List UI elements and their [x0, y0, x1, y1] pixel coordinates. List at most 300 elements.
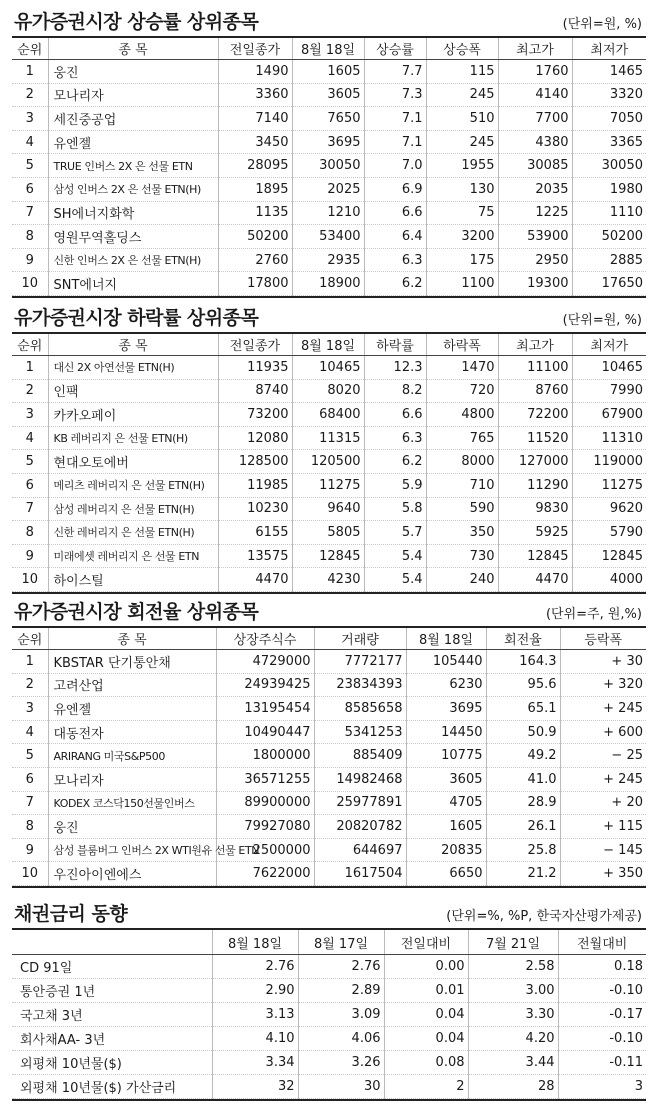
cell-value: 1800000	[216, 744, 314, 768]
cell-value: 1955	[426, 154, 498, 178]
cell-value: 65.1	[486, 697, 560, 721]
cell-value: 3360	[218, 83, 292, 107]
rate-value: -0.10	[558, 1027, 646, 1051]
column-header: 상승률	[364, 38, 426, 60]
cell-value: 89900000	[216, 791, 314, 815]
rate-name: 회사채AA- 3년	[12, 1027, 212, 1051]
cell-value: 765	[426, 426, 498, 450]
table-row	[12, 1075, 646, 1099]
cell-value: 30085	[498, 154, 572, 178]
section-title: 채권금리 동향	[14, 903, 128, 925]
cell-value: 23834393	[314, 673, 406, 697]
rate-value: 2.58	[468, 955, 558, 979]
table-row	[12, 225, 646, 249]
cell-value: 10775	[406, 744, 486, 768]
stock-name: 웅진	[48, 815, 216, 839]
cell-value: 68400	[292, 403, 364, 427]
cell-value: 3695	[406, 697, 486, 721]
cell-value: 3695	[292, 130, 364, 154]
cell-value: 14450	[406, 720, 486, 744]
cell-value: 11935	[218, 356, 292, 380]
cell-value: 128500	[218, 450, 292, 474]
cell-value: 9640	[292, 497, 364, 521]
cell-value: 5.4	[364, 544, 426, 568]
cell-value: 4230	[292, 568, 364, 592]
rate-value: 30	[298, 1075, 384, 1099]
cell-value: 20835	[406, 838, 486, 862]
cell-value: 12845	[498, 544, 572, 568]
column-header: 상장주식수	[216, 628, 314, 650]
table-row	[12, 177, 646, 201]
stock-name: 고려산업	[48, 673, 216, 697]
cell-value: 1100	[426, 272, 498, 296]
column-header: 등락폭	[560, 628, 646, 650]
stock-name: 삼성 인버스 2X 은 선물 ETN(H)	[48, 177, 218, 201]
cell-value: 175	[426, 248, 498, 272]
rate-value: 3.09	[298, 1003, 384, 1027]
rank: 2	[12, 83, 48, 107]
cell-value: + 320	[560, 673, 646, 697]
rank: 4	[12, 720, 48, 744]
rank: 9	[12, 544, 48, 568]
cell-value: 245	[426, 83, 498, 107]
rank: 3	[12, 403, 48, 427]
stock-name: 세진중공업	[48, 107, 218, 131]
rate-value: 0.01	[384, 979, 468, 1003]
rate-value: 0.00	[384, 955, 468, 979]
column-header: 순위	[12, 628, 48, 650]
table-row	[12, 720, 646, 744]
cell-value: 28.9	[486, 791, 560, 815]
stock-name: KBSTAR 단기통안채	[48, 650, 216, 674]
cell-value: 1470	[426, 356, 498, 380]
stock-name: 웅진	[48, 60, 218, 84]
cell-value: 41.0	[486, 767, 560, 791]
cell-value: 17650	[572, 272, 646, 296]
cell-value: 11310	[572, 426, 646, 450]
cell-value: 8020	[292, 379, 364, 403]
cell-value: 8.2	[364, 379, 426, 403]
column-header	[12, 930, 212, 955]
table-row	[12, 497, 646, 521]
column-header: 회전율	[486, 628, 560, 650]
bond-rates-section	[12, 898, 646, 1101]
cell-value: 67900	[572, 403, 646, 427]
rank: 8	[12, 815, 48, 839]
column-header: 순위	[12, 38, 48, 60]
cell-value: 8585658	[314, 697, 406, 721]
table-row	[12, 1051, 646, 1075]
cell-value: 1760	[498, 60, 572, 84]
cell-value: 6.2	[364, 450, 426, 474]
cell-value: 20820782	[314, 815, 406, 839]
column-header: 최고가	[498, 334, 572, 356]
cell-value: 885409	[314, 744, 406, 768]
cell-value: 7050	[572, 107, 646, 131]
column-header: 최고가	[498, 38, 572, 60]
rate-value: 0.08	[384, 1051, 468, 1075]
cell-value: 3365	[572, 130, 646, 154]
rate-value: 4.06	[298, 1027, 384, 1051]
rate-value: 3.00	[468, 979, 558, 1003]
cell-value: 105440	[406, 650, 486, 674]
cell-value: 730	[426, 544, 498, 568]
rank: 1	[12, 650, 48, 674]
column-header: 전월대비	[558, 930, 646, 955]
column-header: 최저가	[572, 38, 646, 60]
stock-name: SH에너지화학	[48, 201, 218, 225]
cell-value: 11275	[572, 473, 646, 497]
table-row	[12, 673, 646, 697]
stock-name: KB 레버리지 은 선물 ETN(H)	[48, 426, 218, 450]
rate-name: 통안증권 1년	[12, 979, 212, 1003]
cell-value: 1465	[572, 60, 646, 84]
cell-value: 11275	[292, 473, 364, 497]
stock-name: 삼성 블룸버그 인버스 2X WTI원유 선물 ETN	[48, 838, 216, 862]
rank: 9	[12, 838, 48, 862]
column-header: 종 목	[48, 628, 216, 650]
cell-value: 6650	[406, 862, 486, 886]
cell-value: 720	[426, 379, 498, 403]
rank: 1	[12, 356, 48, 380]
rank: 10	[12, 272, 48, 296]
stock-name: SNT에너지	[48, 272, 218, 296]
cell-value: 1110	[572, 201, 646, 225]
cell-value: 11315	[292, 426, 364, 450]
cell-value: 710	[426, 473, 498, 497]
cell-value: 8740	[218, 379, 292, 403]
cell-value: 30050	[572, 154, 646, 178]
cell-value: 79927080	[216, 815, 314, 839]
cell-value: 115	[426, 60, 498, 84]
cell-value: 6.3	[364, 248, 426, 272]
cell-value: 1605	[292, 60, 364, 84]
rank: 7	[12, 497, 48, 521]
table-row	[12, 838, 646, 862]
rank: 8	[12, 521, 48, 545]
rank: 6	[12, 473, 48, 497]
rank: 6	[12, 177, 48, 201]
cell-value: 3450	[218, 130, 292, 154]
stock-name: 메리츠 레버리지 은 선물 ETN(H)	[48, 473, 218, 497]
rate-name: 국고채 3년	[12, 1003, 212, 1027]
cell-value: 53400	[292, 225, 364, 249]
rate-value: 2	[384, 1075, 468, 1099]
column-header: 전일종가	[218, 38, 292, 60]
rank: 4	[12, 130, 48, 154]
cell-value: 4470	[218, 568, 292, 592]
table-row	[12, 862, 646, 886]
table-row	[12, 130, 646, 154]
table-row	[12, 650, 646, 674]
cell-value: 2885	[572, 248, 646, 272]
stock-name: 우진아이엔에스	[48, 862, 216, 886]
cell-value: 127000	[498, 450, 572, 474]
stock-name: 삼성 레버리지 은 선물 ETN(H)	[48, 497, 218, 521]
table-row	[12, 697, 646, 721]
cell-value: 4380	[498, 130, 572, 154]
cell-value: 50200	[572, 225, 646, 249]
cell-value: 72200	[498, 403, 572, 427]
cell-value: 5925	[498, 521, 572, 545]
cell-value: 8760	[498, 379, 572, 403]
table-row	[12, 1027, 646, 1051]
column-header: 상승폭	[426, 38, 498, 60]
rank: 7	[12, 201, 48, 225]
cell-value: 4705	[406, 791, 486, 815]
table-row	[12, 767, 646, 791]
cell-value: 30050	[292, 154, 364, 178]
unit-label: (단위=원, %)	[562, 17, 642, 32]
cell-value: 50.9	[486, 720, 560, 744]
cell-value: 1980	[572, 177, 646, 201]
cell-value: 7700	[498, 107, 572, 131]
table-row	[12, 544, 646, 568]
column-header: 순위	[12, 334, 48, 356]
cell-value: 240	[426, 568, 498, 592]
cell-value: 1210	[292, 201, 364, 225]
cell-value: 5.7	[364, 521, 426, 545]
cell-value: 11520	[498, 426, 572, 450]
table-row	[12, 60, 646, 84]
table-row	[12, 154, 646, 178]
column-header: 8월 18일	[406, 628, 486, 650]
cell-value: 245	[426, 130, 498, 154]
rate-value: -0.11	[558, 1051, 646, 1075]
cell-value: 10490447	[216, 720, 314, 744]
column-header: 하락률	[364, 334, 426, 356]
stock-name: 모나리자	[48, 767, 216, 791]
cell-value: 8000	[426, 450, 498, 474]
table-row	[12, 791, 646, 815]
cell-value: 2935	[292, 248, 364, 272]
cell-value: 6.2	[364, 272, 426, 296]
stock-name: TRUE 인버스 2X 은 선물 ETN	[48, 154, 218, 178]
gainers-section	[12, 6, 646, 298]
cell-value: 3605	[292, 83, 364, 107]
rate-value: 2.76	[298, 955, 384, 979]
cell-value: 25.8	[486, 838, 560, 862]
cell-value: 11290	[498, 473, 572, 497]
rank: 5	[12, 450, 48, 474]
stock-name: 카카오페이	[48, 403, 218, 427]
rate-value: 4.20	[468, 1027, 558, 1051]
rank: 3	[12, 107, 48, 131]
section-title: 유가증권시장 상승률 상위종목	[14, 11, 259, 33]
cell-value: − 145	[560, 838, 646, 862]
cell-value: 50200	[218, 225, 292, 249]
stock-name: KODEX 코스닥150선물인버스	[48, 791, 216, 815]
stock-name: 대신 2X 아연선물 ETN(H)	[48, 356, 218, 380]
rank: 2	[12, 379, 48, 403]
rate-value: 3.13	[212, 1003, 298, 1027]
cell-value: 10230	[218, 497, 292, 521]
cell-value: 6.4	[364, 225, 426, 249]
table-row	[12, 107, 646, 131]
cell-value: 1895	[218, 177, 292, 201]
column-header: 종 목	[48, 38, 218, 60]
cell-value: 5.8	[364, 497, 426, 521]
cell-value: 2500000	[216, 838, 314, 862]
table-row	[12, 272, 646, 296]
cell-value: + 350	[560, 862, 646, 886]
cell-value: 12845	[572, 544, 646, 568]
unit-label: (단위=주, 원,%)	[545, 607, 642, 622]
column-header: 종 목	[48, 334, 218, 356]
stock-name: 미래에셋 레버리지 은 선물 ETN	[48, 544, 218, 568]
rate-value: 0.18	[558, 955, 646, 979]
table-row	[12, 744, 646, 768]
cell-value: 11985	[218, 473, 292, 497]
cell-value: 7622000	[216, 862, 314, 886]
cell-value: 4140	[498, 83, 572, 107]
rate-value: 2.76	[212, 955, 298, 979]
cell-value: 164.3	[486, 650, 560, 674]
rank: 10	[12, 862, 48, 886]
cell-value: + 115	[560, 815, 646, 839]
column-header: 8월 18일	[292, 334, 364, 356]
cell-value: 5790	[572, 521, 646, 545]
cell-value: 7.0	[364, 154, 426, 178]
cell-value: + 245	[560, 697, 646, 721]
column-header: 8월 17일	[298, 930, 384, 955]
cell-value: 130	[426, 177, 498, 201]
cell-value: 5805	[292, 521, 364, 545]
rank: 9	[12, 248, 48, 272]
table-row	[12, 979, 646, 1003]
cell-value: 3320	[572, 83, 646, 107]
cell-value: + 30	[560, 650, 646, 674]
cell-value: 49.2	[486, 744, 560, 768]
rate-value: 4.10	[212, 1027, 298, 1051]
cell-value: 73200	[218, 403, 292, 427]
table-row	[12, 473, 646, 497]
rate-value: -0.17	[558, 1003, 646, 1027]
cell-value: 1490	[218, 60, 292, 84]
cell-value: 12.3	[364, 356, 426, 380]
rate-value: 2.90	[212, 979, 298, 1003]
cell-value: 18900	[292, 272, 364, 296]
cell-value: 14982468	[314, 767, 406, 791]
gainers-table	[12, 38, 646, 296]
stock-name: 모나리자	[48, 83, 218, 107]
cell-value: 4800	[426, 403, 498, 427]
stock-name: ARIRANG 미국S&P500	[48, 744, 216, 768]
bond-rates-table	[12, 930, 646, 1099]
table-row	[12, 1003, 646, 1027]
cell-value: 7140	[218, 107, 292, 131]
cell-value: 350	[426, 521, 498, 545]
rank: 6	[12, 767, 48, 791]
cell-value: 1605	[406, 815, 486, 839]
rank: 1	[12, 60, 48, 84]
cell-value: 644697	[314, 838, 406, 862]
rate-value: 32	[212, 1075, 298, 1099]
cell-value: 5.4	[364, 568, 426, 592]
stock-name: 신한 레버리지 은 선물 ETN(H)	[48, 521, 218, 545]
stock-name: 유엔젤	[48, 130, 218, 154]
cell-value: 2025	[292, 177, 364, 201]
table-row	[12, 426, 646, 450]
cell-value: 4729000	[216, 650, 314, 674]
column-header: 8월 18일	[212, 930, 298, 955]
stock-name: 인팩	[48, 379, 218, 403]
cell-value: 510	[426, 107, 498, 131]
cell-value: 590	[426, 497, 498, 521]
cell-value: 7990	[572, 379, 646, 403]
cell-value: 24939425	[216, 673, 314, 697]
column-header: 전일종가	[218, 334, 292, 356]
cell-value: 5.9	[364, 473, 426, 497]
cell-value: 13575	[218, 544, 292, 568]
cell-value: 13195454	[216, 697, 314, 721]
cell-value: 53900	[498, 225, 572, 249]
cell-value: 6155	[218, 521, 292, 545]
rate-value: 3.44	[468, 1051, 558, 1075]
table-row	[12, 83, 646, 107]
column-header: 8월 18일	[292, 38, 364, 60]
cell-value: 1225	[498, 201, 572, 225]
turnover-table	[12, 628, 646, 886]
column-header: 7월 21일	[468, 930, 558, 955]
rate-value: 3.26	[298, 1051, 384, 1075]
table-row	[12, 403, 646, 427]
table-row	[12, 379, 646, 403]
rank: 5	[12, 744, 48, 768]
table-row	[12, 248, 646, 272]
cell-value: 17800	[218, 272, 292, 296]
rank: 8	[12, 225, 48, 249]
cell-value: − 25	[560, 744, 646, 768]
rate-name: CD 91일	[12, 955, 212, 979]
cell-value: 4000	[572, 568, 646, 592]
stock-name: 영원무역홀딩스	[48, 225, 218, 249]
cell-value: 7.7	[364, 60, 426, 84]
table-row	[12, 815, 646, 839]
rank: 2	[12, 673, 48, 697]
cell-value: 7.1	[364, 107, 426, 131]
stock-name: 신한 인버스 2X 은 선물 ETN(H)	[48, 248, 218, 272]
rank: 10	[12, 568, 48, 592]
cell-value: 95.6	[486, 673, 560, 697]
cell-value: 5341253	[314, 720, 406, 744]
cell-value: 19300	[498, 272, 572, 296]
cell-value: 26.1	[486, 815, 560, 839]
cell-value: + 20	[560, 791, 646, 815]
cell-value: + 245	[560, 767, 646, 791]
cell-value: 9620	[572, 497, 646, 521]
cell-value: 10465	[292, 356, 364, 380]
rate-value: 2.89	[298, 979, 384, 1003]
rate-name: 외평채 10년물($) 가산금리	[12, 1075, 212, 1099]
column-header: 하락폭	[426, 334, 498, 356]
unit-label: (단위=%, %P, 한국자산평가제공)	[446, 909, 642, 924]
rate-value: 28	[468, 1075, 558, 1099]
table-row	[12, 450, 646, 474]
cell-value: 2760	[218, 248, 292, 272]
cell-value: 7772177	[314, 650, 406, 674]
rate-value: 3	[558, 1075, 646, 1099]
cell-value: 10465	[572, 356, 646, 380]
stock-name: 대동전자	[48, 720, 216, 744]
cell-value: 6.6	[364, 403, 426, 427]
section-title: 유가증권시장 하락률 상위종목	[14, 307, 259, 329]
cell-value: 120500	[292, 450, 364, 474]
cell-value: 21.2	[486, 862, 560, 886]
rate-value: 3.30	[468, 1003, 558, 1027]
table-row	[12, 955, 646, 979]
rate-value: -0.10	[558, 979, 646, 1003]
